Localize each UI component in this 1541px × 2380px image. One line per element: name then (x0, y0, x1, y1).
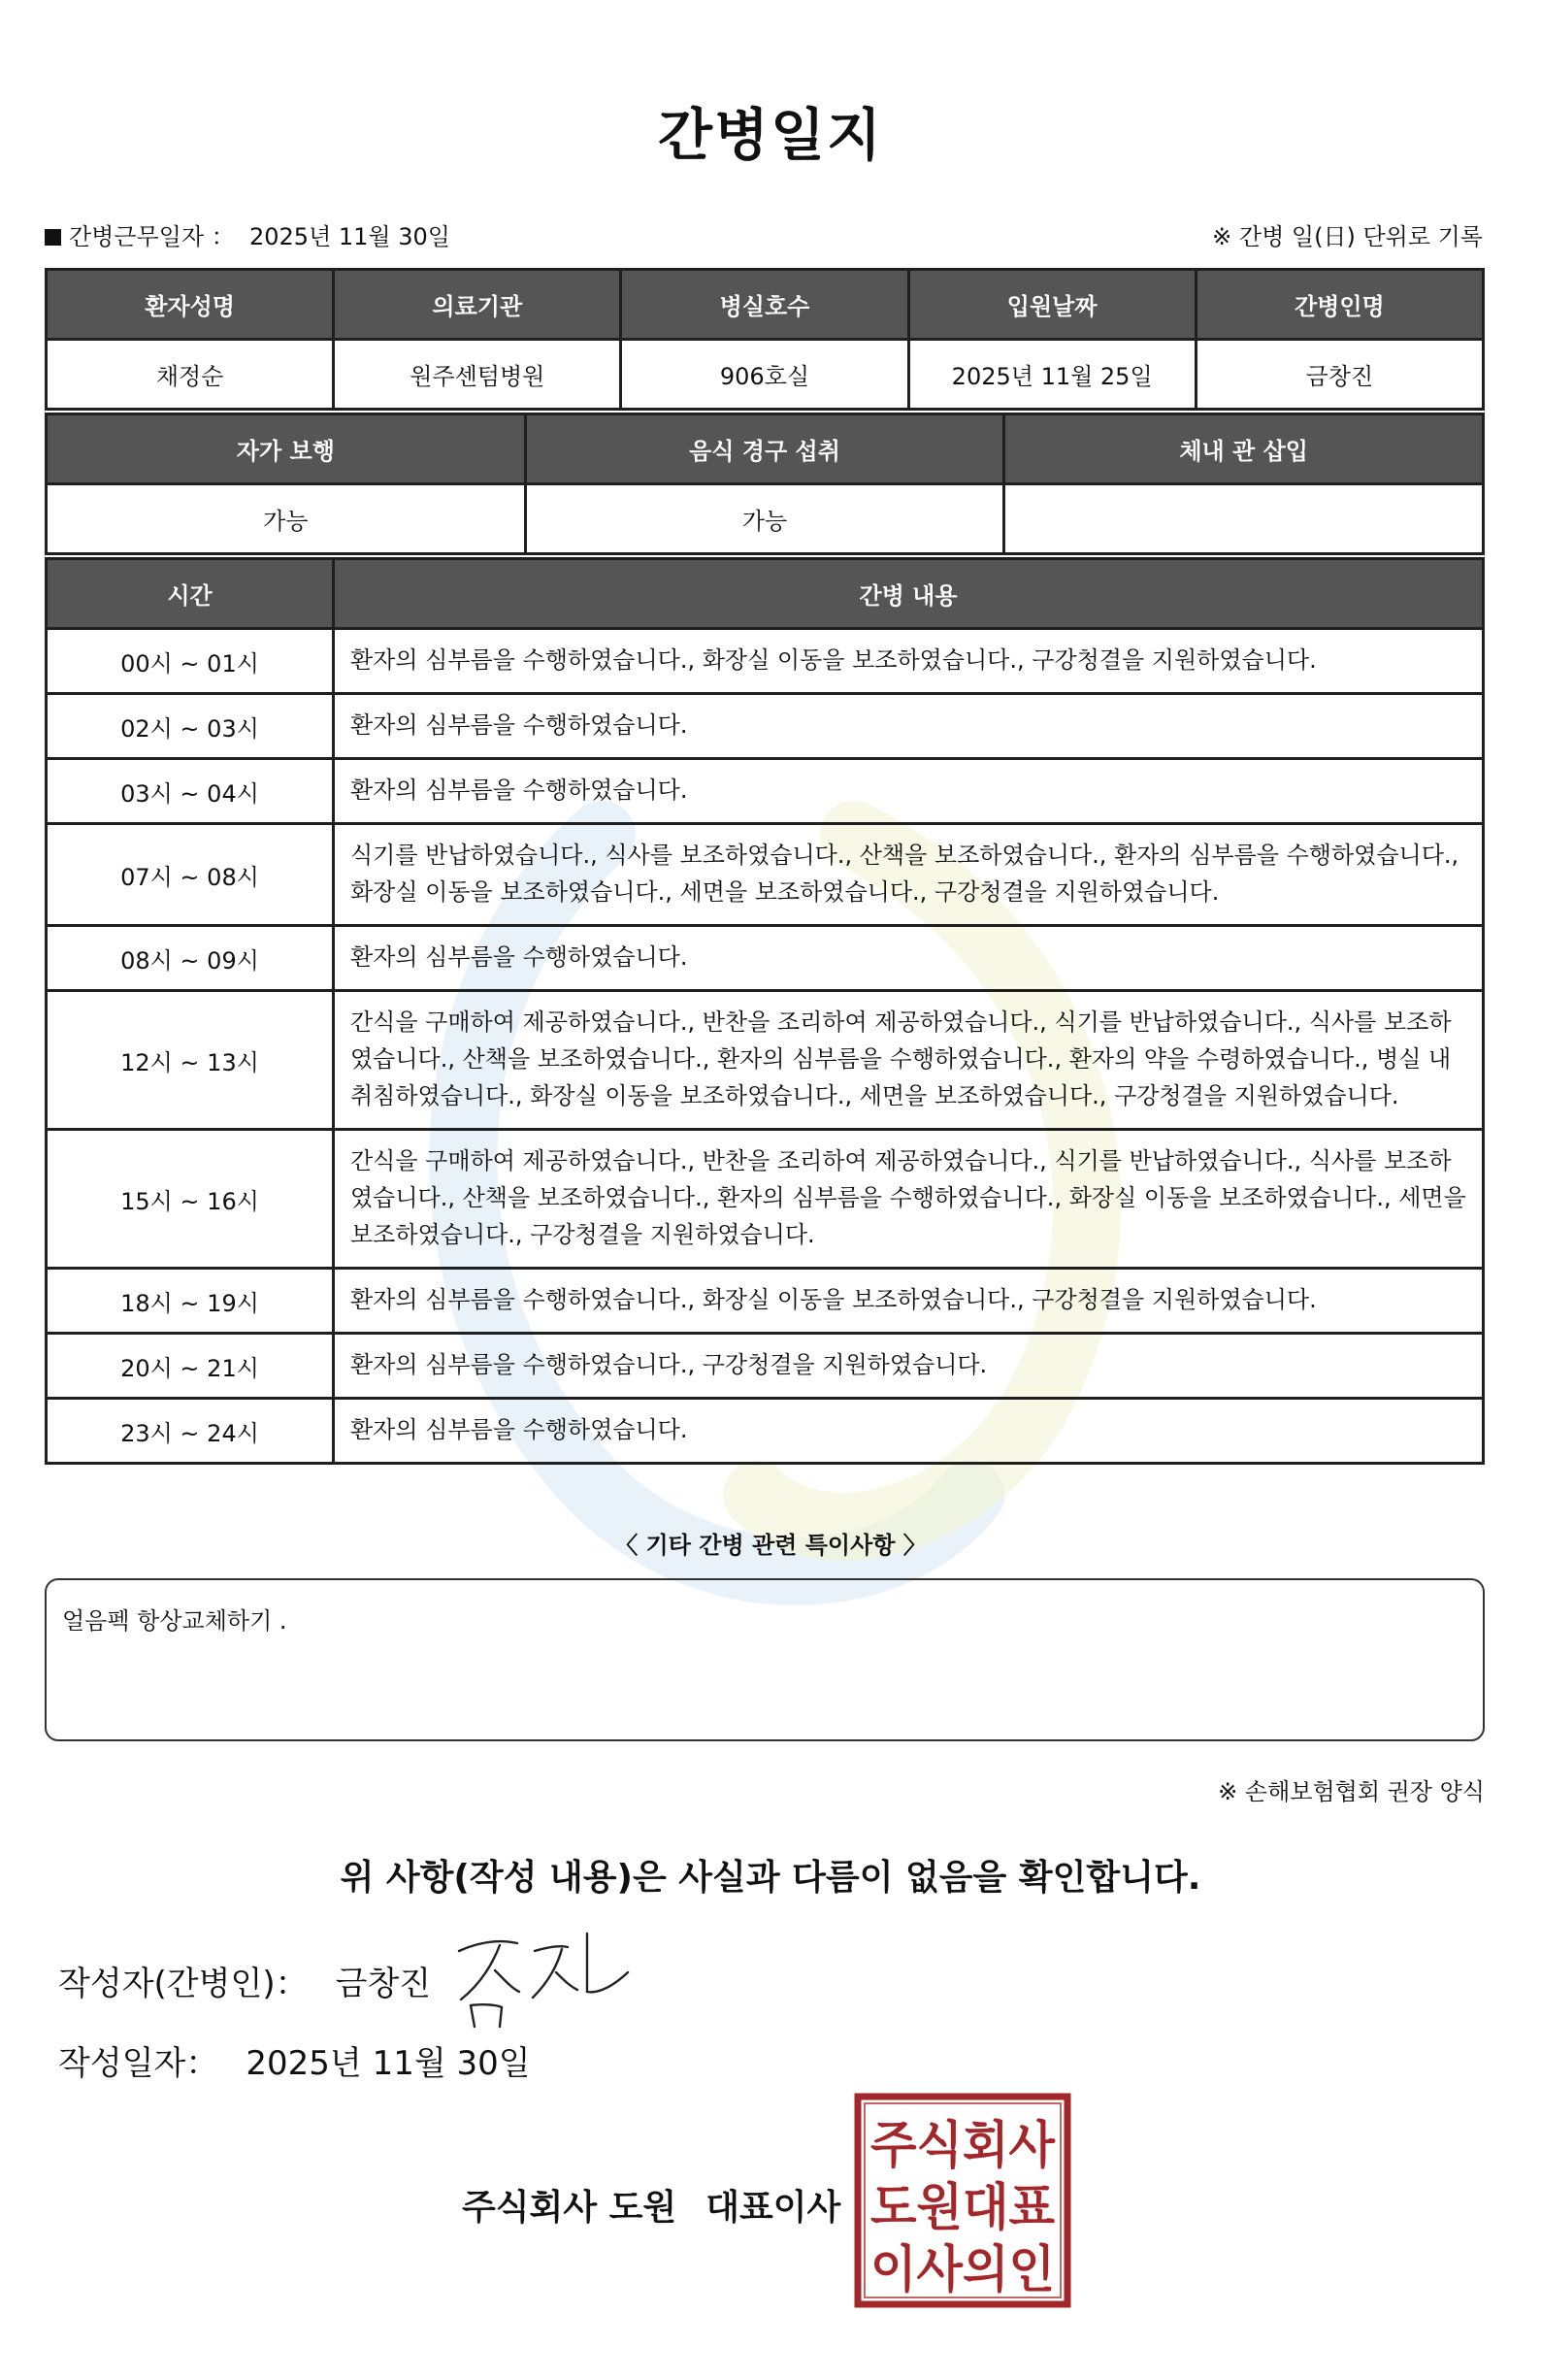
row-time: 15시 ~ 16시 (47, 1130, 334, 1269)
record-note: ※ 간병 일(日) 단위로 기록 (1212, 223, 1483, 250)
work-date-label: 간병근무일자 ： (69, 223, 235, 250)
patient-info-table (45, 268, 1485, 411)
square-bullet-icon (45, 229, 61, 246)
header-tube-insertion: 체내 관 삽입 (1004, 414, 1484, 484)
header-self-walking: 자가 보행 (47, 414, 526, 484)
document-title: 간병일지 (657, 102, 884, 168)
row-content: 간식을 구매하여 제공하였습니다., 반찬을 조리하여 제공하였습니다., 식기를 반납하였습니다., 식사를 보조하였습니다., 산책을 보조하였습니다., 환자의 심부름을 수행하였습니다., 환자의 약을 수령하였습니다., 병실 내 취침하였습니다., 화장실 이동을 보조하였습니다., 세면을 보조하였습니다., 구강청결을 지원하였습니다. (334, 991, 1484, 1130)
oral-intake-value: 가능 (525, 484, 1004, 554)
row-content: 환자의 심부름을 수행하였습니다., 화장실 이동을 보조하였습니다., 구강청결을 지원하였습니다. (334, 1269, 1484, 1334)
row-time: 20시 ~ 21시 (47, 1334, 334, 1399)
row-content: 환자의 심부름을 수행하였습니다. (334, 759, 1484, 824)
table-row (47, 926, 1484, 991)
company-line (462, 2180, 840, 2230)
company-seal-stamp (854, 2093, 1071, 2308)
tube-insertion-value (1004, 484, 1484, 554)
work-date-value: 2025년 11월 30일 (249, 223, 450, 250)
hospital-name: 원주센텀병원 (334, 340, 621, 410)
author-row (58, 1957, 431, 2004)
handwritten-signature (442, 1922, 636, 2029)
company-name: 주식회사 도원 (462, 2188, 677, 2228)
representative-title: 대표이사 (705, 2188, 841, 2228)
special-notes-text: 얼음펙 항상교체하기 . (62, 1607, 287, 1635)
header-patient-name: 환자성명 (47, 270, 334, 340)
row-content: 환자의 심부름을 수행하였습니다. (334, 926, 1484, 991)
row-time: 02시 ~ 03시 (47, 694, 334, 759)
table-row (47, 1130, 1484, 1269)
row-time: 07시 ~ 08시 (47, 824, 334, 926)
seal-line-2: 도원대표 (870, 2179, 1055, 2237)
date-label: 작성일자： (58, 2044, 219, 2083)
row-time: 18시 ~ 19시 (47, 1269, 334, 1334)
table-row (47, 694, 1484, 759)
row-time: 23시 ~ 24시 (47, 1399, 334, 1464)
table-row (47, 1269, 1484, 1334)
table-row (47, 991, 1484, 1130)
row-time: 08시 ~ 09시 (47, 926, 334, 991)
header-care-content: 간병 내용 (334, 559, 1484, 629)
date-row (58, 2036, 531, 2084)
date-value: 2025년 11월 30일 (246, 2044, 531, 2083)
table-row (47, 759, 1484, 824)
table-row (47, 1399, 1484, 1464)
table-row (47, 824, 1484, 926)
row-content: 환자의 심부름을 수행하였습니다. (334, 694, 1484, 759)
seal-line-1: 주식회사 (870, 2117, 1056, 2175)
special-notes-box (45, 1578, 1485, 1741)
confirmation-statement: 위 사항(작성 내용)은 사실과 다름이 없음을 확인합니다. (340, 1858, 1201, 1898)
header-time: 시간 (47, 559, 334, 629)
row-content: 간식을 구매하여 제공하였습니다., 반찬을 조리하여 제공하였습니다., 식기를 반납하였습니다., 식사를 보조하였습니다., 산책을 보조하였습니다., 환자의 심부름을 수행하였습니다., 화장실 이동을 보조하였습니다., 세면을 보조하였습니다., 구강청결을 지원하였습니다. (334, 1130, 1484, 1269)
table-row (47, 1334, 1484, 1399)
row-time: 12시 ~ 13시 (47, 991, 334, 1130)
header-hospital: 의료기관 (334, 270, 621, 340)
seal-line-3: 이사의인 (870, 2241, 1055, 2299)
insurance-note: ※ 손해보험협회 권장 양식 (1218, 1778, 1485, 1805)
patient-name: 채정순 (47, 340, 334, 410)
self-walking-value: 가능 (47, 484, 526, 554)
row-time: 00시 ~ 01시 (47, 629, 334, 694)
patient-ability-table (45, 413, 1485, 555)
row-content: 환자의 심부름을 수행하였습니다., 화장실 이동을 보조하였습니다., 구강청결을 지원하였습니다. (334, 629, 1484, 694)
table-row (47, 629, 1484, 694)
care-log-table (45, 557, 1485, 1465)
row-content: 환자의 심부름을 수행하였습니다., 구강청결을 지원하였습니다. (334, 1334, 1484, 1399)
author-label: 작성자(간병인)： (58, 1965, 309, 2003)
header-caregiver-name: 간병인명 (1196, 270, 1483, 340)
header-admission-date: 입원날짜 (908, 270, 1196, 340)
author-name: 금창진 (335, 1965, 432, 2003)
row-content: 환자의 심부름을 수행하였습니다. (334, 1399, 1484, 1464)
caregiver-name: 금창진 (1196, 340, 1483, 410)
special-notes-title: 〈 기타 간병 관련 특이사항 〉 (614, 1532, 927, 1559)
header-room: 병실호수 (621, 270, 908, 340)
row-time: 03시 ~ 04시 (47, 759, 334, 824)
header-oral-intake: 음식 경구 섭취 (525, 414, 1004, 484)
room-number: 906호실 (621, 340, 908, 410)
work-date (45, 217, 450, 251)
row-content: 식기를 반납하였습니다., 식사를 보조하였습니다., 산책을 보조하였습니다., 환자의 심부름을 수행하였습니다., 화장실 이동을 보조하였습니다., 세면을 보조하였습니다., 구강청결을 지원하였습니다. (334, 824, 1484, 926)
admission-date: 2025년 11월 25일 (908, 340, 1196, 410)
